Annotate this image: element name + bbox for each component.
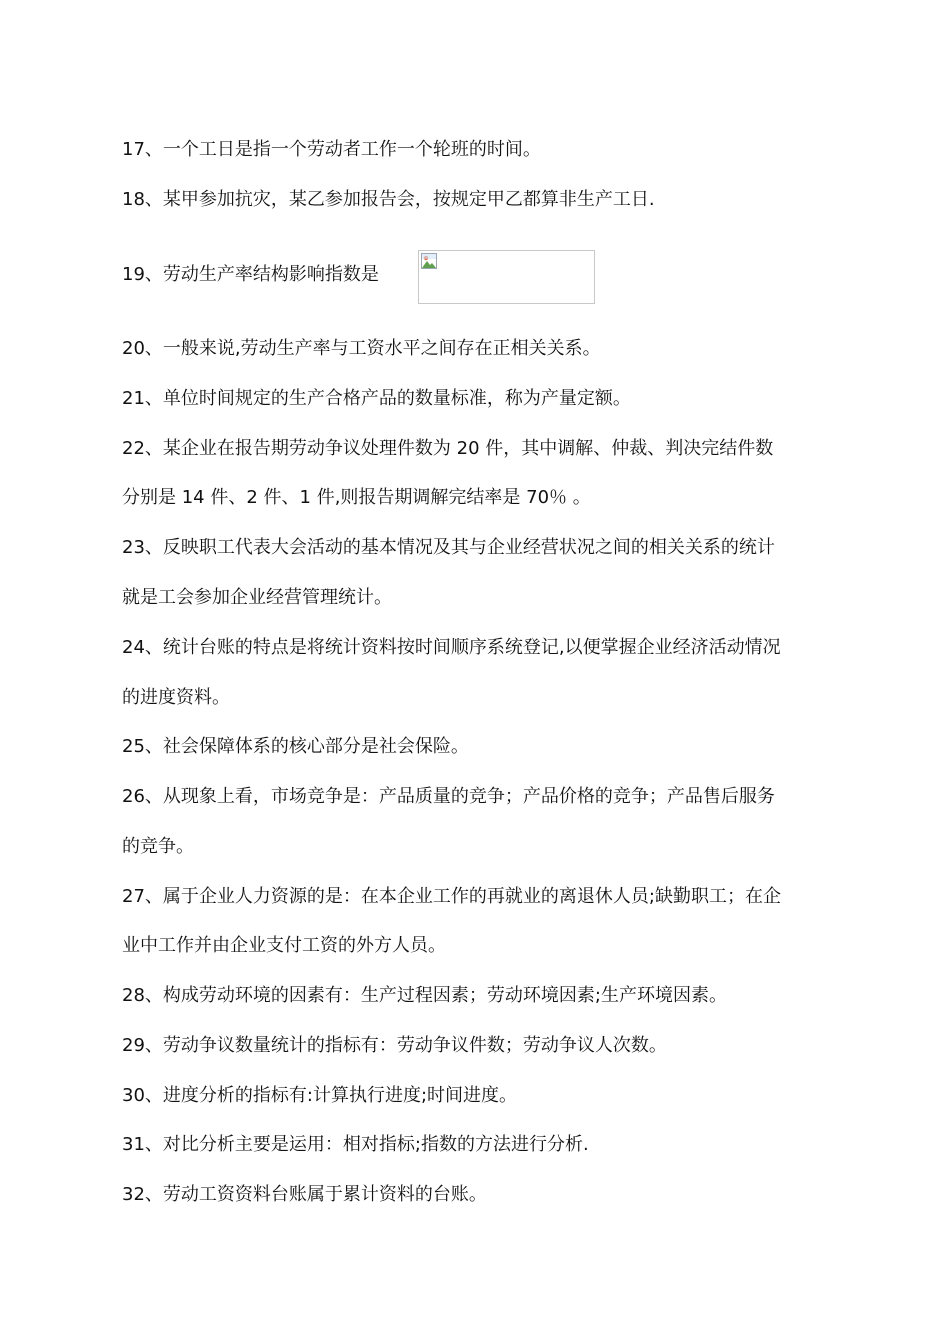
item-25: 25、社会保障体系的核心部分是社会保险。 [122,736,469,757]
item-22-line-2: 分别是 14 件、2 件、1 件,则报告期调解完结率是 70％ 。 [122,487,591,508]
item-29: 29、劳动争议数量统计的指标有：劳动争议件数；劳动争议人次数。 [122,1035,667,1056]
item-17: 17、一个工日是指一个劳动者工作一个轮班的时间。 [122,139,541,160]
item-18: 18、某甲参加抗灾，某乙参加报告会，按规定甲乙都算非生产工日. [122,189,655,210]
broken-image-icon [421,253,437,269]
item-30: 30、进度分析的指标有:计算执行进度;时间进度。 [122,1085,518,1106]
item-19: 19、劳动生产率结构影响指数是 [122,264,379,285]
item-27-line-2: 业中工作并由企业支付工资的外方人员。 [122,935,446,956]
item-20: 20、一般来说,劳动生产率与工资水平之间存在正相关关系。 [122,338,601,359]
item-22-line-1: 22、某企业在报告期劳动争议处理件数为 20 件，其中调解、仲裁、判决完结件数 [122,438,774,459]
item-31: 31、对比分析主要是运用：相对指标;指数的方法进行分析. [122,1134,589,1155]
item-24-line-1: 24、统计台账的特点是将统计资料按时间顺序系统登记,以便掌握企业经济活动情况 [122,637,781,658]
item-23-line-1: 23、反映职工代表大会活动的基本情况及其与企业经营状况之间的相关关系的统计 [122,537,775,558]
item-27-line-1: 27、属于企业人力资源的是：在本企业工作的再就业的离退休人员;缺勤职工；在企 [122,886,781,907]
item-28: 28、构成劳动环境的因素有：生产过程因素；劳动环境因素;生产环境因素。 [122,985,727,1006]
item-26-line-1: 26、从现象上看，市场竞争是：产品质量的竞争；产品价格的竞争；产品售后服务 [122,786,775,807]
item-24-line-2: 的进度资料。 [122,687,230,708]
item-21: 21、单位时间规定的生产合格产品的数量标准，称为产量定额。 [122,388,631,409]
formula-image [418,250,595,304]
item-32: 32、劳动工资资料台账属于累计资料的台账。 [122,1184,487,1205]
item-23-line-2: 就是工会参加企业经营管理统计。 [122,587,392,608]
item-26-line-2: 的竞争。 [122,836,194,857]
